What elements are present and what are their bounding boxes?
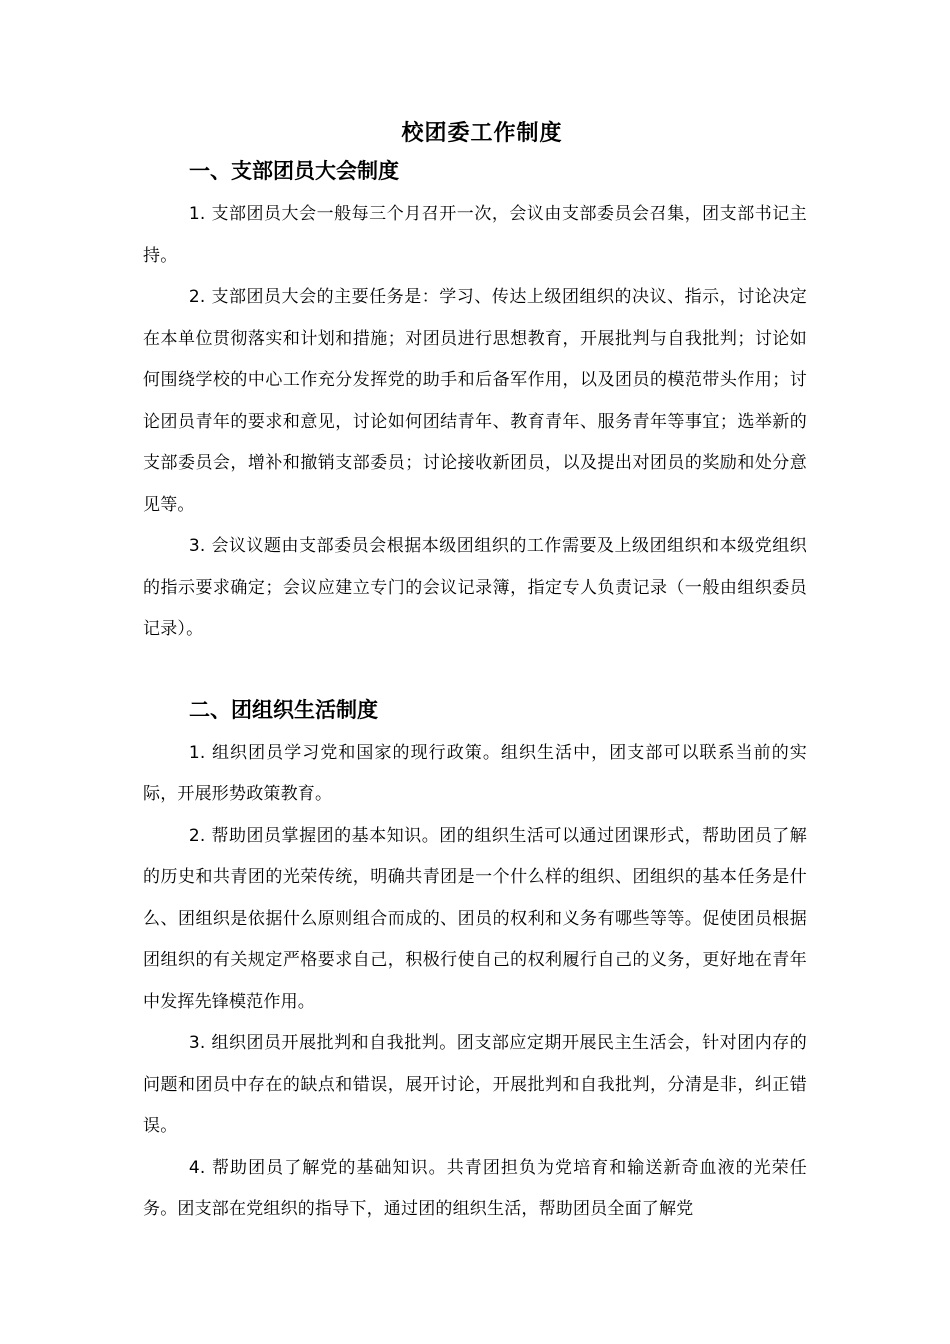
- paragraph: 1. 支部团员大会一般每三个月召开一次，会议由支部委员会召集，团支部书记主持。: [143, 204, 807, 266]
- paragraph: 2. 帮助团员掌握团的基本知识。团的组织生活可以通过团课形式，帮助团员了解的历史和共青团的光荣传统，明确共青团是一个什么样的组织、团组织的基本任务是什么、团组织是依据什么原则组合而成的、团员的权利和义务有哪些等等。促使团员根据团组织的有关规定严格要求自己，积极行使自己的权利履行自己的义务，更好地在青年中发挥先锋模范作用。: [143, 825, 807, 1012]
- document-title: 校团委工作制度: [401, 120, 563, 146]
- paragraph: 4. 帮助团员了解党的基础知识。共青团担负为党培育和输送新奇血液的光荣任务。团支部在党组织的指导下，通过团的组织生活，帮助团员全面了解党: [143, 1157, 807, 1219]
- section-2: [143, 695, 807, 1231]
- section-heading: 二、团组织生活制度: [189, 697, 378, 722]
- section-1: [143, 156, 807, 651]
- paragraph: 3. 会议议题由支部委员会根据本级团组织的工作需要及上级团组织和本级党组织的指示要求确定；会议应建立专门的会议记录簿，指定专人负责记录（一般由组织委员记录）。: [143, 536, 807, 639]
- paragraph: 1. 组织团员学习党和国家的现行政策。组织生活中，团支部可以联系当前的实际，开展形势政策教育。: [143, 742, 807, 804]
- paragraph: 3. 组织团员开展批判和自我批判。团支部应定期开展民主生活会，针对团内存的问题和团员中存在的缺点和错误，展开讨论，开展批判和自我批判，分清是非，纠正错误。: [143, 1033, 807, 1136]
- section-heading: 一、支部团员大会制度: [189, 159, 399, 183]
- paragraph: 2. 支部团员大会的主要任务是：学习、传达上级团组织的决议、指示，讨论决定在本单位贯彻落实和计划和措施；对团员进行思想教育，开展批判与自我批判；讨论如何围绕学校的中心工作充分发挥党的助手和后备军作用，以及团员的模范带头作用；讨论团员青年的要求和意见，讨论如何团结青年、教育青年、服务青年等事宜；选举新的支部委员会，增补和撤销支部委员；讨论接收新团员，以及提出对团员的奖励和处分意见等。: [143, 287, 807, 515]
- document-page: [143, 118, 807, 1231]
- section-spacer: [143, 651, 807, 695]
